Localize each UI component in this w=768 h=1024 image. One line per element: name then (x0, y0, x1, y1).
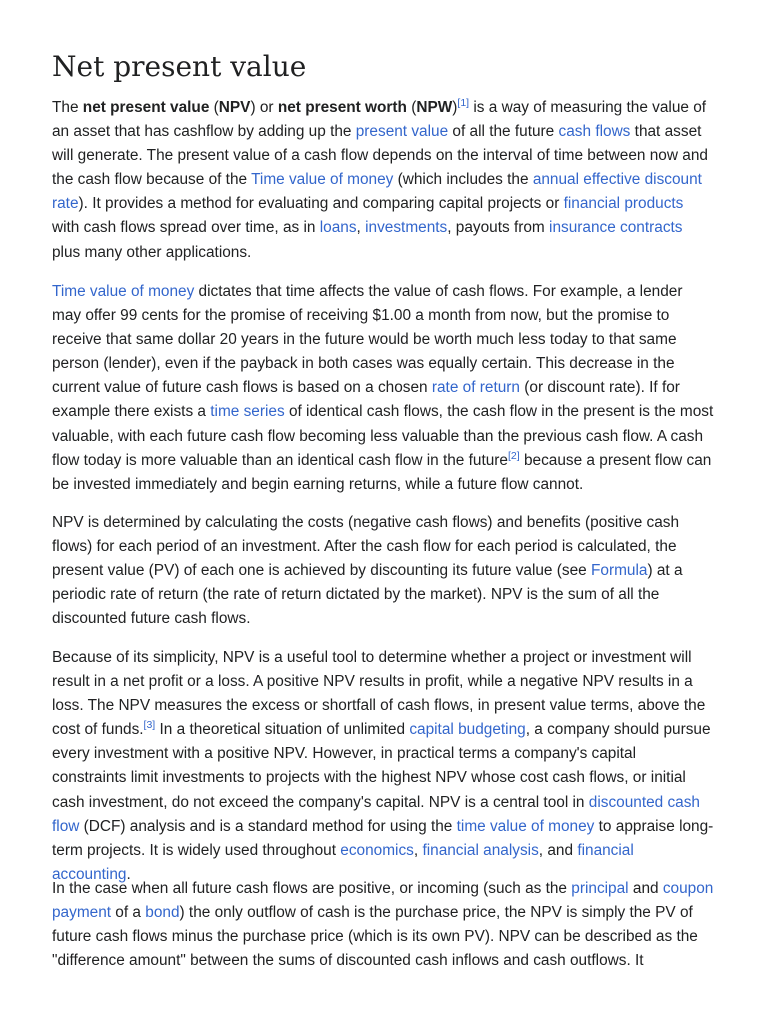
paragraph-simplicity (52, 646, 714, 887)
text-run: , (356, 219, 366, 237)
paragraph-calculation (52, 511, 714, 631)
text-run: and (628, 880, 663, 897)
link-rate-of-return[interactable]: rate of return (431, 379, 520, 397)
text-run: , payouts from (447, 219, 550, 237)
bold-term: net present value (82, 99, 210, 116)
link-time-value-of-money[interactable]: Time value of money (52, 283, 195, 300)
link-cash-flows[interactable]: cash flows (558, 123, 631, 141)
link-financial-analysis[interactable]: financial analysis (422, 841, 539, 859)
text-run: ) (452, 99, 458, 116)
text-run: of all the future (448, 123, 559, 141)
text-run: with cash flows spread over time, as in (52, 219, 320, 237)
citation (457, 97, 469, 109)
text-run: , a company should pursue every investment with a positive NPV. However, in practical terms a company's capital constraints limit investments to projects with the highest NPV whose cost cash flows, or initial cash investment, do not exceed the company's capital. NPV is a central tool in (52, 721, 711, 811)
text-run: In a theoretical situation of unlimited (155, 721, 410, 739)
citation-link[interactable]: [1] (457, 96, 470, 109)
link-time-value-of-money[interactable]: time value of money (456, 817, 595, 835)
link-present-value[interactable]: present value (355, 123, 449, 141)
link-time-value-of-money[interactable]: Time value of money (251, 171, 394, 189)
citation-link[interactable]: [3] (143, 719, 156, 732)
text-run: that asset will generate. The present value of a cash flow depends on the interval of time between now and the cash flow because of the (52, 123, 708, 189)
paragraph-intro (52, 96, 714, 265)
text-run: because a present flow can be invested immediately and begin earning returns, while a future flow cannot. (52, 451, 712, 493)
text-run: Because of its simplicity, NPV is a useful tool to determine whether a project or investment will result in a net profit or a loss. A positive NPV results in profit, while a negative NPV results in a loss. The NPV measures the excess or shortfall of cash flows, in present value terms, above the cost of funds. (52, 649, 706, 739)
text-run: of identical cash flows, the cash flow in the present is the most valuable, with each future cash flow becoming less valuable than the previous cash flow. A cash flow today is more valuable than an identical cash flow in the future (52, 403, 714, 469)
citation (508, 450, 520, 462)
bold-term: net present worth (277, 99, 407, 116)
text-run: ( (406, 99, 417, 116)
link-coupon-payment[interactable]: coupon payment (52, 880, 714, 922)
paragraph-positive-cash-flows (52, 877, 714, 973)
link-bond[interactable]: bond (145, 904, 180, 922)
text-run: ) or (250, 99, 278, 116)
text-run: NPV is determined by calculating the costs (negative cash flows) and benefits (positive cash flows) for each period of an investment. After the cash flow for each period is calculated, the present value (PV) of each one is achieved by discounting its future value (see (52, 514, 680, 580)
text-run: (which includes the (393, 171, 533, 189)
text-run: ) the only outflow of cash is the purchase price, the NPV is simply the PV of future cash flows minus the purchase price (which is its own PV). NPV can be described as the "difference amount" between the sums of discounted cash inflows and cash outflows. It (52, 904, 698, 970)
text-run: ). It provides a method for evaluating and comparing capital projects or (78, 195, 564, 213)
citation-link[interactable]: [2] (508, 449, 520, 462)
text-run: ( (209, 99, 219, 116)
paragraph-time-value (52, 280, 714, 497)
citation (144, 719, 156, 731)
bold-term: NPW (416, 99, 453, 116)
text-run: is a way of measuring the value of an asset that has cashflow by adding up the (52, 99, 707, 141)
text-run: dictates that time affects the value of cash flows. For example, a lender may offer 99 cents for the promise of receiving $1.00 a month from now, but the promise to receive that same dollar 20 years in the future would be worth much less today to that same person (lender), even if the payback in both cases was equally certain. This decrease in the current value of future cash flows is based on a chosen (52, 283, 683, 397)
text-run: The (52, 99, 83, 116)
link-formula[interactable]: Formula (590, 562, 648, 580)
link-time-series[interactable]: time series (210, 403, 285, 421)
text-run: In the case when all future cash flows are positive, or incoming (such as the (52, 880, 572, 897)
link-loans[interactable]: loans (319, 219, 357, 237)
link-financial-accounting[interactable]: financial accounting (52, 841, 634, 883)
link-economics[interactable]: economics (340, 841, 414, 859)
text-run: . (126, 865, 131, 883)
text-run: to appraise long-term projects. It is widely used throughout (52, 817, 714, 859)
link-annual-effective-discount-rate[interactable]: annual effective discount rate (52, 171, 702, 213)
text-run: (DCF) analysis and is a standard method for using the (79, 817, 457, 835)
text-run: , (413, 841, 423, 859)
text-run: , and (538, 841, 578, 859)
link-capital-budgeting[interactable]: capital budgeting (409, 721, 526, 739)
link-discounted-cash-flow[interactable]: discounted cash flow (52, 793, 700, 835)
text-run: ) at a periodic rate of return (the rate of return dictated by the market). NPV is the sum of all the discounted future cash flows. (52, 562, 683, 628)
bold-term: NPV (218, 99, 251, 116)
text-run: plus many other applications. (52, 243, 252, 261)
link-financial-products[interactable]: financial products (563, 195, 684, 213)
text-run: (or discount rate). If for example there exists a (52, 379, 680, 421)
link-principal[interactable]: principal (571, 880, 629, 897)
page-title: Net present value (52, 50, 307, 83)
text-run: of a (111, 904, 146, 922)
link-investments[interactable]: investments (365, 219, 448, 237)
link-insurance-contracts[interactable]: insurance contracts (549, 219, 683, 237)
